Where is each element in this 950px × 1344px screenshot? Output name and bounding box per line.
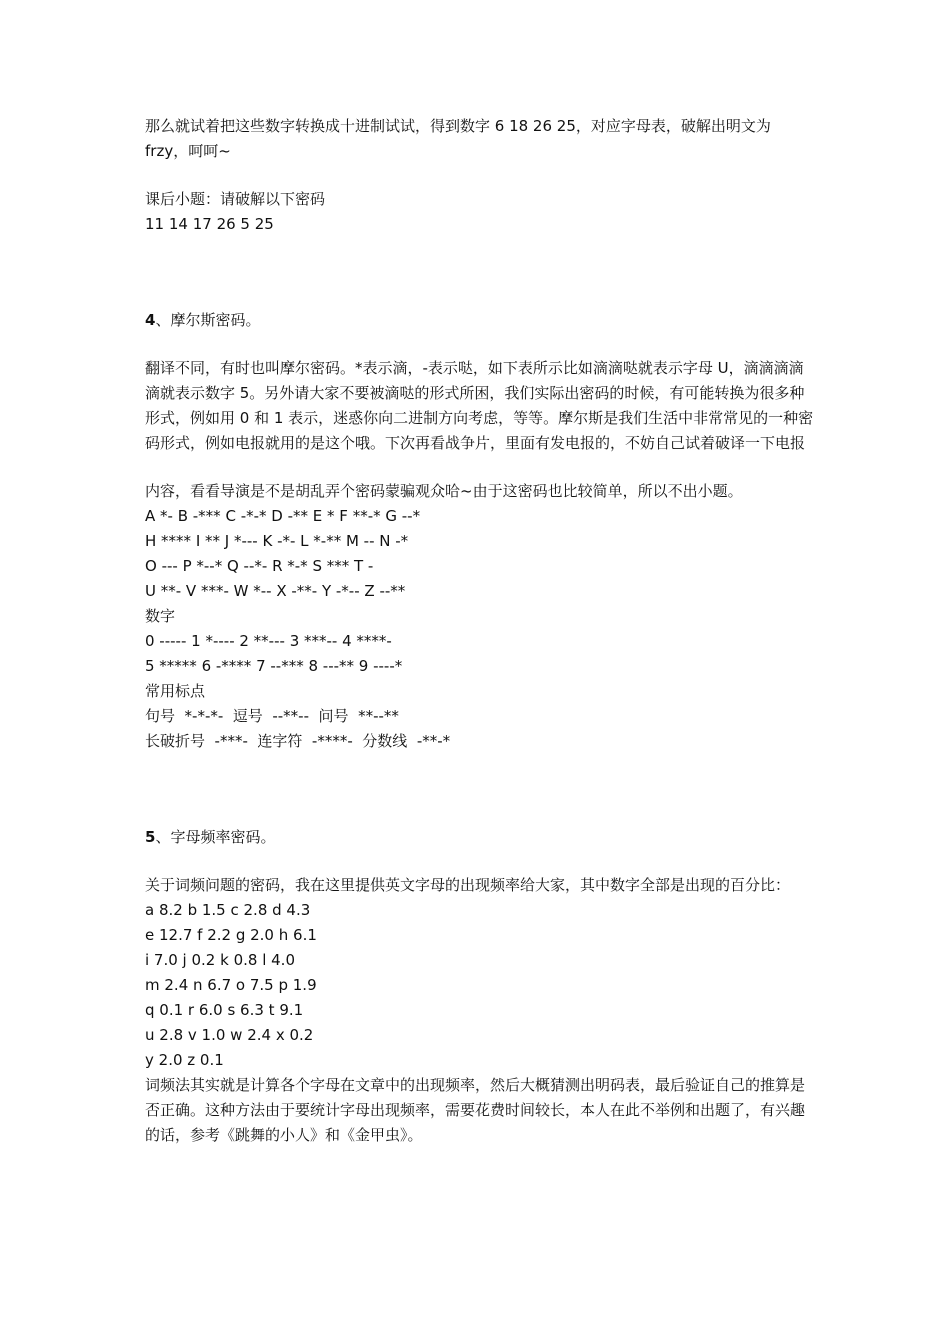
frequency-row: q 0.1 r 6.0 s 6.3 t 9.1: [145, 1001, 304, 1019]
paragraph: 关于词频问题的密码，我在这里提供英文字母的出现频率给大家，其中数字全部是出现的百分比：: [145, 876, 791, 894]
morse-letter-row: A *- B -*** C -*-* D -** E * F **-* G --*: [145, 507, 421, 525]
paragraph: 词频法其实就是计算各个字母在文章中的出现频率，然后大概猜测出明码表，最后验证自己的推算是否正确。这种方法由于要统计字母出现频率，需要花费时间较长，本人在此不举例和出题了，有兴趣的话，参考《跳舞的小人》和《金甲虫》。: [145, 1076, 806, 1144]
morse-punct-row: 句号 *-*-*- 逗号 --**-- 问号 **--**: [145, 707, 399, 725]
section-title: 、摩尔斯密码。: [155, 311, 261, 329]
section-heading-4: [145, 308, 815, 333]
morse-punct-row: 长破折号 -***- 连字符 -****- 分数线 -**-*: [145, 732, 451, 750]
morse-letter-row: O --- P *--* Q --*- R *-* S *** T -: [145, 557, 374, 575]
paragraph: 内容，看看导演是不是胡乱弄个密码蒙骗观众哈~由于这密码也比较简单，所以不出小题。: [145, 482, 743, 500]
frequency-row: m 2.4 n 6.7 o 7.5 p 1.9: [145, 976, 317, 994]
morse-letter-row: U **- V ***- W *-- X -**- Y -*-- Z --**: [145, 582, 406, 600]
morse-digit-row: 5 ***** 6 -**** 7 --*** 8 ---** 9 ----*: [145, 657, 403, 675]
morse-letter-row: H **** I ** J *--- K -*- L *-** M -- N -*: [145, 532, 409, 550]
punctuation-label: 常用标点: [145, 682, 206, 700]
paragraph: 那么就试着把这些数字转换成十进制试试，得到数字 6 18 26 25，对应字母表，破解出明文为 frzy，呵呵~: [145, 117, 771, 160]
frequency-row: e 12.7 f 2.2 g 2.0 h 6.1: [145, 926, 317, 944]
section-number: 5: [145, 828, 156, 846]
frequency-row: y 2.0 z 0.1: [145, 1051, 224, 1069]
frequency-row: a 8.2 b 1.5 c 2.8 d 4.3: [145, 901, 311, 919]
morse-digit-row: 0 ----- 1 *---- 2 **--- 3 ***-- 4 ****-: [145, 632, 392, 650]
quiz-code: 11 14 17 26 5 25: [145, 215, 274, 233]
section-heading-5: [145, 825, 815, 850]
frequency-row: u 2.8 v 1.0 w 2.4 x 0.2: [145, 1026, 314, 1044]
section-number: 4: [145, 311, 156, 329]
digits-label: 数字: [145, 607, 176, 625]
frequency-row: i 7.0 j 0.2 k 0.8 l 4.0: [145, 951, 295, 969]
quiz-label: 课后小题：请破解以下密码: [145, 190, 326, 208]
section-title: 、字母频率密码。: [155, 828, 276, 846]
paragraph: 翻译不同，有时也叫摩尔密码。*表示滴，-表示哒，如下表所示比如滴滴哒就表示字母 U，滴滴滴滴滴就表示数字 5。另外请大家不要被滴哒的形式所困，我们实际出密码的时候，有可能转换为很多种形式，例如用 0 和 1 表示，迷惑你向二进制方向考虑，等等。摩尔斯是我们生活中非常常见的一种密码形式，例如电报就用的是这个哦。下次再看战争片，里面有发电报的，不妨自己试着破译一下电报: [145, 359, 814, 452]
document-page: [145, 114, 815, 1148]
